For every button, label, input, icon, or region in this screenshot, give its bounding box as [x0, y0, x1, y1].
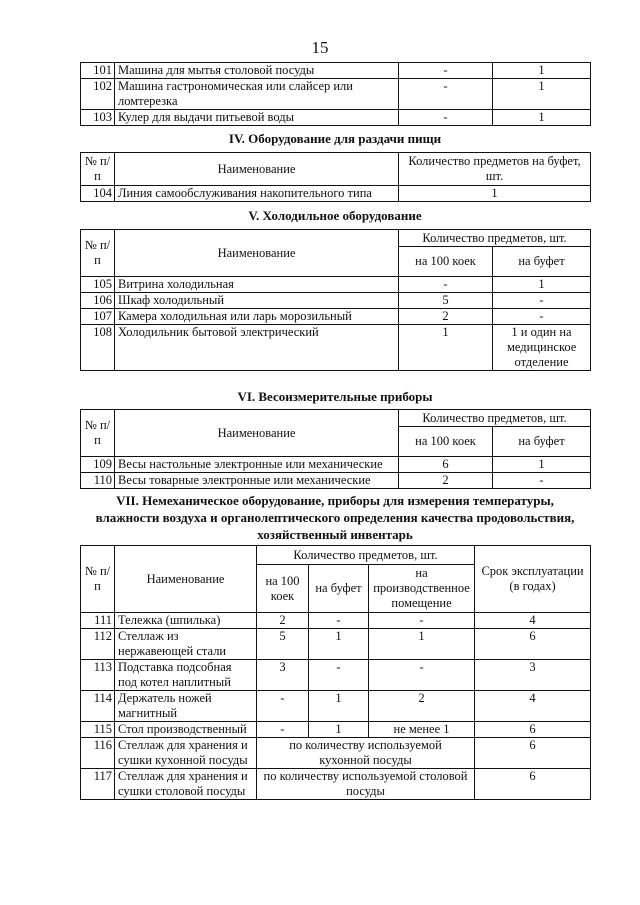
table-row [81, 457, 591, 473]
row-qty-100: - [399, 63, 493, 79]
row-number: 111 [81, 613, 115, 629]
row-qty-100: 2 [399, 473, 493, 489]
row-qty-buffet: 1 и один на медицинское отделение [493, 325, 591, 371]
header-per-100-beds: на 100 коек [399, 427, 493, 457]
row-number: 102 [81, 79, 115, 110]
row-qty-100: 2 [399, 309, 493, 325]
row-qty-100: - [399, 277, 493, 293]
row-qty-100: 2 [257, 613, 309, 629]
row-qty-production: 2 [369, 691, 475, 722]
row-qty-merged: по количеству используемой кухонной посуды [257, 738, 475, 769]
header-name: Наименование [115, 410, 399, 457]
table-row [81, 613, 591, 629]
row-qty-100: 1 [399, 325, 493, 371]
table-row [81, 473, 591, 489]
row-term: 6 [475, 738, 591, 769]
row-qty-100: 5 [399, 293, 493, 309]
table-header [81, 153, 591, 186]
table-row [81, 63, 591, 79]
row-qty-buffet: - [493, 309, 591, 325]
table-header [81, 410, 591, 427]
row-qty-100: - [257, 691, 309, 722]
non-mechanical-equipment-table [80, 545, 591, 800]
row-name: Шкаф холодильный [115, 293, 399, 309]
table-row [81, 629, 591, 660]
table-row [81, 293, 591, 309]
row-name: Машина для мытья столовой посуды [115, 63, 399, 79]
header-per-buffet: на буфет [493, 247, 591, 277]
section-4-title: IV. Оборудование для раздачи пищи [228, 131, 442, 146]
row-term: 6 [475, 629, 591, 660]
row-number: 105 [81, 277, 115, 293]
page-number: 15 [311, 38, 329, 57]
row-qty-buffet: - [493, 293, 591, 309]
row-name: Весы товарные электронные или механические [115, 473, 399, 489]
section-6-title: VI. Весоизмерительные приборы [237, 389, 433, 404]
header-per-buffet: на буфет [493, 427, 591, 457]
weighing-table [80, 409, 591, 489]
row-qty-buffet: 1 [493, 110, 591, 126]
row-number: 115 [81, 722, 115, 738]
row-name: Подставка подсобная под котел наплитный [115, 660, 257, 691]
row-number: 107 [81, 309, 115, 325]
row-name: Витрина холодильная [115, 277, 399, 293]
row-name: Холодильник бытовой электрический [115, 325, 399, 371]
header-number: № п/п [81, 153, 115, 186]
row-number: 106 [81, 293, 115, 309]
row-qty-buffet: 1 [309, 629, 369, 660]
row-name: Кулер для выдачи питьевой воды [115, 110, 399, 126]
row-qty-buffet: 1 [309, 722, 369, 738]
row-qty-production: - [369, 613, 475, 629]
row-qty-buffet: 1 [309, 691, 369, 722]
table-row [81, 79, 591, 110]
row-number: 104 [81, 186, 115, 202]
row-qty-buffet: 1 [493, 79, 591, 110]
section-5-title: V. Холодильное оборудование [248, 208, 422, 223]
row-qty-100: - [257, 722, 309, 738]
row-name: Линия самообслуживания накопительного типа [115, 186, 399, 202]
table-row [81, 309, 591, 325]
row-name: Стеллаж для хранения и сушки кухонной посуды [115, 738, 257, 769]
row-number: 109 [81, 457, 115, 473]
header-per-buffet: на буфет [309, 565, 369, 613]
row-qty: 1 [399, 186, 591, 202]
row-qty-merged: по количеству используемой столовой посуды [257, 769, 475, 800]
header-qty: Количество предметов, шт. [399, 410, 591, 427]
row-qty-production: - [369, 660, 475, 691]
row-qty-buffet: 1 [493, 457, 591, 473]
serving-equipment-table [80, 152, 591, 202]
section-7-title: VII. Немеханическое оборудование, приборы для измерения температуры, влажности воздуха и органолептического определения качества продовольствия, хозяйственный инвентарь [95, 493, 575, 542]
row-qty-buffet: - [309, 613, 369, 629]
header-name: Наименование [115, 153, 399, 186]
table-row [81, 660, 591, 691]
row-name: Тележка (шпилька) [115, 613, 257, 629]
row-qty-buffet: 1 [493, 63, 591, 79]
row-number: 101 [81, 63, 115, 79]
row-name: Стол производственный [115, 722, 257, 738]
refrigeration-table [80, 229, 591, 371]
row-name: Камера холодильная или ларь морозильный [115, 309, 399, 325]
header-name: Наименование [115, 230, 399, 277]
table-row [81, 722, 591, 738]
header-name: Наименование [115, 546, 257, 613]
row-qty-100: 5 [257, 629, 309, 660]
header-qty: Количество предметов, шт. [257, 546, 475, 565]
row-number: 114 [81, 691, 115, 722]
header-number: № п/п [81, 230, 115, 277]
row-term: 6 [475, 769, 591, 800]
row-number: 116 [81, 738, 115, 769]
table-row [81, 110, 591, 126]
table-header [81, 546, 591, 565]
row-name: Машина гастрономическая или слайсер или ломтерезка [115, 79, 399, 110]
row-qty-100: - [399, 110, 493, 126]
header-number: № п/п [81, 410, 115, 457]
row-qty-buffet: 1 [493, 277, 591, 293]
row-number: 110 [81, 473, 115, 489]
row-qty-production: не менее 1 [369, 722, 475, 738]
row-qty-100: 6 [399, 457, 493, 473]
row-qty-buffet: - [493, 473, 591, 489]
row-term: 4 [475, 613, 591, 629]
row-name: Стеллаж для хранения и сушки столовой посуды [115, 769, 257, 800]
header-per-100-beds: на 100 коек [257, 565, 309, 613]
table-row [81, 325, 591, 371]
row-number: 108 [81, 325, 115, 371]
row-name: Весы настольные электронные или механические [115, 457, 399, 473]
row-number: 117 [81, 769, 115, 800]
row-qty-production: 1 [369, 629, 475, 660]
table-row [81, 691, 591, 722]
row-term: 6 [475, 722, 591, 738]
table-header [81, 230, 591, 247]
row-qty-100: 3 [257, 660, 309, 691]
equipment-table-continued [80, 62, 591, 126]
row-term: 3 [475, 660, 591, 691]
row-number: 112 [81, 629, 115, 660]
table-row [81, 277, 591, 293]
row-name: Стеллаж из нержавеющей стали [115, 629, 257, 660]
row-number: 113 [81, 660, 115, 691]
table-row [81, 738, 591, 769]
row-number: 103 [81, 110, 115, 126]
header-qty: Количество предметов, шт. [399, 230, 591, 247]
table-row [81, 186, 591, 202]
header-term: Срок эксплуатации (в годах) [475, 546, 591, 613]
table-row [81, 769, 591, 800]
header-per-production-room: на производственное помещение [369, 565, 475, 613]
row-qty-100: - [399, 79, 493, 110]
header-per-100-beds: на 100 коек [399, 247, 493, 277]
row-name: Держатель ножей магнитный [115, 691, 257, 722]
header-qty: Количество предметов на буфет, шт. [399, 153, 591, 186]
header-number: № п/п [81, 546, 115, 613]
row-qty-buffet: - [309, 660, 369, 691]
row-term: 4 [475, 691, 591, 722]
